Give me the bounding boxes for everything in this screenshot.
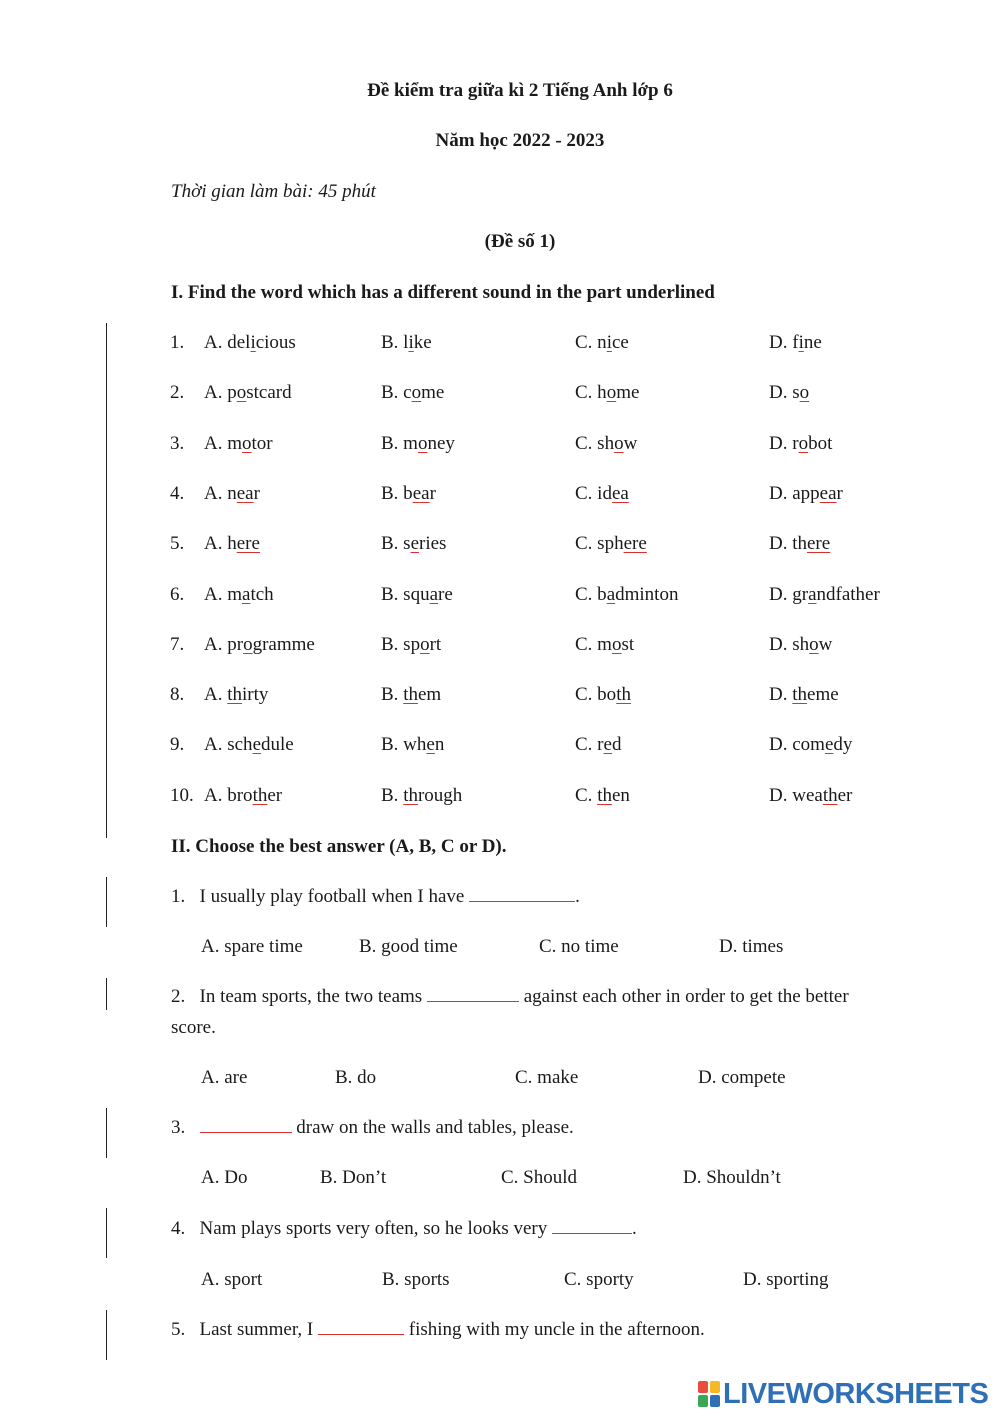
option-text: D. com	[769, 734, 825, 756]
option-text: me	[616, 382, 640, 404]
option-text: C. n	[575, 332, 607, 353]
pronunciation-question-number: 8.	[170, 684, 185, 706]
question-text: In team sports, the two teams	[199, 986, 427, 1007]
option-text: B. l	[381, 332, 409, 353]
option-text: eme	[807, 684, 839, 706]
underlined-part: i	[250, 332, 256, 353]
underlined-part: ea	[819, 482, 837, 504]
underlined-part: ea	[611, 482, 629, 504]
underlined-part: th	[403, 784, 418, 806]
option-text: gramme	[252, 633, 315, 655]
option-c[interactable]	[575, 483, 629, 505]
question-3	[171, 1117, 574, 1139]
underlined-part: o	[798, 432, 809, 454]
option-text: ries	[419, 533, 447, 555]
underlined-part: ere	[236, 533, 260, 555]
margin-bar	[106, 1108, 107, 1158]
option-text: D. f	[769, 332, 799, 353]
underlined-part: o	[809, 633, 819, 655]
question-text-end: fishing with my uncle in the afternoon.	[404, 1319, 705, 1340]
option-text: C. sh	[575, 432, 615, 454]
option-text: rt	[429, 633, 442, 655]
option-a[interactable]	[204, 332, 296, 354]
option-d[interactable]	[769, 634, 832, 656]
option-a[interactable]	[204, 483, 260, 505]
option-d[interactable]	[769, 433, 832, 455]
option-c[interactable]	[575, 433, 637, 455]
option-b[interactable]: B. sports	[382, 1269, 450, 1290]
underlined-part: o	[417, 432, 428, 454]
option-a[interactable]: A. spare time	[201, 936, 303, 957]
option-d[interactable]	[769, 584, 880, 606]
option-text: irty	[242, 684, 269, 706]
option-c[interactable]	[575, 785, 630, 807]
option-text: stcard	[246, 382, 292, 404]
pronunciation-question-number: 4.	[170, 482, 185, 504]
option-text: A. del	[204, 332, 251, 353]
option-b[interactable]	[381, 533, 446, 555]
margin-bar	[106, 1310, 107, 1360]
underlined-part: ere	[807, 533, 831, 555]
option-text: er	[267, 784, 283, 806]
option-a[interactable]: A. Do	[201, 1167, 248, 1188]
pronunciation-question-number: 6.	[170, 583, 185, 605]
underlined-part: a	[808, 583, 817, 605]
option-text: ce	[611, 332, 629, 353]
underlined-part: a	[606, 583, 616, 605]
option-b[interactable]	[381, 433, 455, 455]
answer-blank[interactable]	[200, 1118, 292, 1133]
option-text: D.	[769, 684, 793, 706]
underlined-part: o	[611, 633, 622, 655]
underlined-part: i	[798, 332, 804, 353]
underlined-part: th	[597, 784, 612, 806]
option-a[interactable]: A. sport	[201, 1269, 263, 1290]
option-c[interactable]: C. no time	[539, 936, 619, 957]
option-text: D. th	[769, 533, 807, 555]
option-text: B. squ	[381, 583, 430, 605]
option-text: ke	[413, 332, 432, 353]
option-text: B.	[381, 684, 404, 706]
option-text: tor	[251, 432, 273, 454]
option-text: A. sch	[204, 734, 253, 756]
margin-bar	[106, 978, 107, 1010]
section-2-heading: II. Choose the best answer (A, B, C or D).	[171, 836, 507, 857]
option-a[interactable]	[204, 584, 274, 606]
option-d[interactable]: D. sporting	[743, 1269, 829, 1290]
option-d[interactable]	[769, 483, 843, 505]
liveworksheets-logo-icon	[698, 1381, 720, 1407]
option-c[interactable]	[575, 734, 621, 756]
margin-bar	[106, 1208, 107, 1258]
option-text: dule	[261, 734, 294, 756]
option-text: D. s	[769, 382, 800, 404]
option-c[interactable]: C. Should	[501, 1167, 578, 1188]
option-text: cious	[255, 332, 296, 353]
option-text: A. m	[204, 583, 242, 605]
option-d[interactable]	[769, 533, 830, 555]
question-number: 2.	[171, 986, 186, 1007]
question-number: 1.	[171, 886, 186, 907]
option-c[interactable]	[575, 533, 647, 555]
pronunciation-question-number: 3.	[170, 432, 185, 454]
option-text: C.	[575, 784, 598, 806]
option-text: w	[818, 633, 833, 655]
option-d[interactable]: D. Shouldn’t	[683, 1167, 781, 1188]
option-b[interactable]: B. good time	[359, 936, 458, 957]
option-b[interactable]	[381, 584, 453, 606]
underlined-part: e	[426, 734, 435, 756]
duration: Thời gian làm bài: 45 phút	[171, 181, 376, 202]
section-1-heading: I. Find the word which has a different sound in the part underlined	[171, 282, 715, 303]
underlined-part: o	[606, 382, 617, 404]
question-2	[171, 986, 849, 1008]
option-text: me	[421, 382, 445, 404]
question-number: 4.	[171, 1218, 186, 1239]
underlined-part: o	[799, 382, 810, 404]
option-text: w	[623, 432, 638, 454]
underlined-part: th	[792, 684, 808, 706]
option-text: B.	[381, 784, 404, 806]
pronunciation-question-number: 9.	[170, 734, 185, 756]
option-text: em	[417, 684, 442, 706]
question-text: Nam plays sports very often, so he looks very	[199, 1218, 552, 1239]
underlined-part: th	[403, 684, 418, 706]
option-text: B. sp	[381, 633, 421, 655]
option-b[interactable]	[381, 684, 441, 706]
option-c[interactable]	[575, 332, 629, 354]
question-2-continuation: score.	[171, 1017, 216, 1038]
question-text-end: draw on the walls and tables, please.	[291, 1117, 574, 1138]
option-text: A. p	[204, 382, 237, 404]
underlined-part: e	[252, 734, 261, 756]
pronunciation-question-number: 7.	[170, 633, 185, 655]
question-text-end: .	[575, 886, 580, 907]
pronunciation-question-number: 10.	[170, 784, 194, 806]
option-text: B. c	[381, 382, 412, 404]
option-text: en	[611, 784, 630, 806]
underlined-part: a	[429, 583, 439, 605]
question-5	[171, 1319, 705, 1341]
option-text: C. b	[575, 583, 607, 605]
option-a[interactable]	[204, 785, 282, 807]
underlined-part: o	[614, 432, 624, 454]
option-text: B. s	[381, 533, 411, 555]
underlined-part: ere	[623, 533, 647, 555]
option-d[interactable]: D. compete	[698, 1067, 786, 1088]
option-text: bot	[808, 432, 833, 454]
option-text: C. r	[575, 734, 604, 756]
option-text: d	[611, 734, 622, 756]
underlined-part: i	[408, 332, 414, 353]
option-d[interactable]	[769, 332, 822, 354]
option-text: rough	[417, 784, 463, 806]
option-a[interactable]	[204, 684, 268, 706]
underlined-part: ea	[236, 482, 254, 504]
option-text: D. wea	[769, 784, 823, 806]
underlined-part: o	[420, 633, 430, 655]
margin-bar	[106, 877, 107, 927]
option-d[interactable]: D. times	[719, 936, 784, 957]
option-text: re	[438, 583, 453, 605]
question-text: Last summer, I	[199, 1319, 318, 1340]
option-c[interactable]: C. make	[515, 1067, 579, 1088]
option-a[interactable]	[204, 734, 294, 756]
option-b[interactable]	[381, 332, 432, 354]
option-text: r	[836, 482, 843, 504]
option-a[interactable]	[204, 533, 260, 555]
option-b[interactable]: B. Don’t	[320, 1167, 387, 1188]
option-text: C. sph	[575, 533, 624, 555]
answer-blank[interactable]	[552, 1219, 632, 1234]
underlined-part: e	[410, 533, 420, 555]
option-text: A. n	[204, 482, 237, 504]
option-text: dminton	[615, 583, 679, 605]
answer-blank[interactable]	[318, 1320, 404, 1335]
option-b[interactable]	[381, 382, 444, 404]
question-number: 5.	[171, 1319, 186, 1340]
option-a[interactable]	[204, 382, 292, 404]
option-text: st	[621, 633, 635, 655]
option-text: D. r	[769, 432, 799, 454]
underlined-part: e	[824, 734, 834, 756]
question-text-end: .	[632, 1218, 637, 1239]
underlined-part: ea	[412, 482, 430, 504]
option-b[interactable]	[381, 734, 444, 756]
option-b[interactable]	[381, 634, 441, 656]
option-text: r	[253, 482, 260, 504]
option-text: B. m	[381, 432, 418, 454]
underlined-part: o	[243, 633, 253, 655]
underlined-part: th	[252, 784, 268, 806]
option-text: D. app	[769, 482, 820, 504]
question-text: I usually play football when I have	[199, 886, 470, 907]
option-b[interactable]: B. do	[335, 1067, 377, 1088]
page-title: Đề kiểm tra giữa kì 2 Tiếng Anh lớp 6	[367, 80, 673, 101]
pronunciation-question-number: 5.	[170, 533, 185, 555]
option-text: C. id	[575, 482, 612, 504]
underlined-part: o	[411, 382, 422, 404]
answer-blank[interactable]	[469, 887, 575, 902]
liveworksheets-logo-text: LIVEWORKSHEETS	[723, 1377, 989, 1410]
option-text: A. pr	[204, 633, 244, 655]
option-c[interactable]: C. sporty	[564, 1269, 634, 1290]
pronunciation-question-number: 1.	[170, 332, 185, 353]
option-d[interactable]	[769, 382, 809, 404]
option-c[interactable]	[575, 584, 678, 606]
underlined-part: th	[616, 684, 631, 706]
answer-blank[interactable]	[427, 987, 519, 1002]
option-text: er	[837, 784, 853, 806]
option-d[interactable]	[769, 684, 839, 706]
option-c[interactable]	[575, 684, 631, 706]
option-text: D. gr	[769, 583, 809, 605]
option-text: r	[429, 482, 436, 504]
option-text: A.	[204, 684, 228, 706]
option-text: D. sh	[769, 633, 810, 655]
option-c[interactable]	[575, 382, 639, 404]
option-text: n	[434, 734, 445, 756]
option-text: A. m	[204, 432, 242, 454]
option-text: C. m	[575, 633, 612, 655]
option-text: ne	[803, 332, 822, 353]
option-a[interactable]	[204, 634, 315, 656]
option-a[interactable]: A. are	[201, 1067, 248, 1088]
option-text: ndfather	[816, 583, 880, 605]
underlined-part: o	[236, 382, 247, 404]
question-1	[171, 886, 580, 908]
underlined-part: th	[822, 784, 838, 806]
school-year: Năm học 2022 - 2023	[435, 130, 605, 151]
question-text-end: against each other in order to get the better	[518, 986, 849, 1007]
option-b[interactable]	[381, 483, 436, 505]
option-d[interactable]	[769, 785, 852, 807]
underlined-part: a	[242, 583, 251, 605]
option-text: ney	[427, 432, 455, 454]
option-text: B. wh	[381, 734, 427, 756]
margin-bar	[106, 323, 107, 838]
option-c[interactable]	[575, 634, 634, 656]
option-text: C. bo	[575, 684, 617, 706]
option-text: tch	[250, 583, 274, 605]
test-number: (Đề số 1)	[484, 231, 556, 252]
option-d[interactable]	[769, 734, 852, 756]
underlined-part: e	[603, 734, 612, 756]
option-text: B. b	[381, 482, 413, 504]
option-text: A. bro	[204, 784, 253, 806]
pronunciation-question-number: 2.	[170, 382, 185, 404]
question-4	[171, 1218, 637, 1240]
liveworksheets-logo	[698, 1377, 988, 1411]
underlined-part: o	[242, 432, 252, 454]
underlined-part: i	[606, 332, 612, 353]
option-a[interactable]	[204, 433, 273, 455]
option-text: C. h	[575, 382, 607, 404]
underlined-part: th	[227, 684, 243, 706]
question-number: 3.	[171, 1117, 186, 1138]
option-text: A. h	[204, 533, 237, 555]
option-b[interactable]	[381, 785, 462, 807]
option-text: dy	[833, 734, 853, 756]
